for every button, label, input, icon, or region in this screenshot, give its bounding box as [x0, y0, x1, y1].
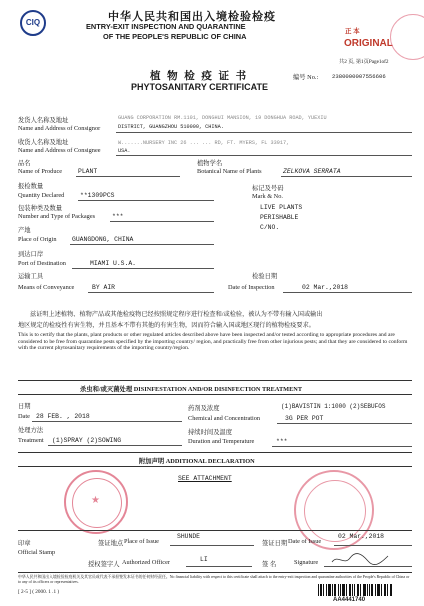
- marks-value-2: PERISHABLE: [260, 214, 299, 221]
- chemical-underline: [277, 423, 412, 424]
- signature-underline: [324, 566, 412, 567]
- quantity-underline: [78, 200, 214, 201]
- title-en-2: OF THE PEOPLE'S REPUBLIC OF CHINA: [103, 32, 247, 41]
- treatment-date-value: 28 FEB. , 2018: [36, 413, 90, 420]
- origin-label-cn: 产地: [18, 227, 31, 234]
- issue-date-label-en: Date of Issue: [288, 538, 322, 545]
- signature-scribble: [330, 552, 390, 566]
- marks-value-3: C/NO.: [260, 224, 280, 231]
- place-label-en: Place of Issue: [124, 538, 159, 545]
- packages-underline: [110, 221, 214, 222]
- consignor-value-2: DISTRICT, GUANGZHOU 510000, CHINA.: [118, 124, 224, 130]
- certification-cn-2: 地区规定的检疫性有害生物，并且基本不带有其他的有害生物，因而符合输入国或地区现行的植物检疫要求。: [18, 322, 315, 329]
- chemical-value-1: (1)BAVISTIN 1:1000 (2)SEBUFOS: [281, 403, 386, 410]
- packages-value: ***: [112, 213, 124, 220]
- issue-date-value: 02 Mar.,2018: [338, 533, 385, 540]
- red-seal-top: [390, 14, 424, 60]
- inspection-date-underline: [283, 292, 412, 293]
- footer-top-rule: [18, 530, 412, 531]
- consignee-label-en: Name and Address of Consignee: [18, 147, 101, 154]
- quantity-value: **1309PCS: [80, 192, 115, 199]
- inspection-date-label-cn: 检验日期: [252, 273, 278, 280]
- treatment-top-rule: [18, 380, 412, 381]
- duration-label-cn: 持续时间及温度: [188, 429, 233, 436]
- issue-date-label-cn: 签证日期: [262, 540, 288, 547]
- consignor-label-en: Name and Address of Consignor: [18, 125, 101, 132]
- destination-label-en: Port of Destination: [18, 260, 66, 267]
- place-label-cn: 签证地点: [98, 540, 124, 547]
- issue-date-underline: [334, 545, 412, 546]
- botanical-underline: [281, 176, 412, 177]
- quantity-label-cn: 报检数量: [18, 183, 44, 190]
- duration-underline: [272, 446, 412, 447]
- ciq-logo-text: CIQ: [25, 18, 41, 27]
- method-label-en: Treatment: [18, 437, 44, 444]
- marks-value-1: LIVE PLANTS: [260, 204, 303, 211]
- original-cn: 正 本: [345, 28, 360, 35]
- duration-label-en: Duration and Temperature: [188, 438, 255, 445]
- treatment-date-label-en: Date: [18, 413, 30, 420]
- officer-label-cn: 授权签字人: [88, 561, 120, 568]
- origin-underline: [70, 244, 214, 245]
- destination-underline: [72, 268, 214, 269]
- certification-en: This is to certify that the plants, plant products or other regulated articles described above have been inspected and/or tested according to appropriate procedures and are considered to be free from quarantine pests specified by the importing country/ region, and practically free from other injurious pests; and that they are considered to conform with the current phytosanitary requirements of the importing country/region.: [18, 332, 408, 352]
- packages-label-cn: 包装种类及数量: [18, 205, 63, 212]
- red-inspection-seal: ★: [64, 470, 128, 534]
- treatment-date-underline: [32, 421, 182, 422]
- consignor-value-1: GUANG CORPORATION RM.1101, DONGHUI MANSION, 19 DONGHUA ROAD, YUEXIU: [118, 115, 327, 121]
- disclaimer: 中华人民共和国出入境检验检疫机关及其官员或代表不承担签发本证书的任何财经责任。No financial liability with respect to this certificate shall attach to the entry-exit inspection and quarantine authorities of the People's Republic of China or to any of its officers or representatives.: [18, 575, 410, 584]
- chemical-label-cn: 药剂及浓度: [188, 405, 220, 412]
- inspection-date-value: 02 Mar.,2018: [302, 284, 349, 291]
- destination-label-cn: 到达口岸: [18, 251, 44, 258]
- conveyance-label-cn: 运输工具: [18, 273, 44, 280]
- page-info: 共2 页, 第1页Page1of2: [339, 59, 389, 65]
- original-en: ORIGINAL: [344, 38, 393, 49]
- origin-value: GUANGDONG, CHINA: [72, 236, 134, 243]
- footer-bottom-rule: [18, 572, 412, 573]
- method-value: (1)SPRAY (2)SOWING: [52, 437, 122, 444]
- botanical-value: ZELKOVA SERRATA: [283, 168, 341, 175]
- chemical-label-en: Chemical and Concentration: [188, 415, 261, 422]
- produce-underline: [76, 176, 180, 177]
- serial-number: AA4441740: [333, 597, 366, 603]
- place-underline: [170, 545, 254, 546]
- signature-label-en: Signature: [294, 559, 319, 566]
- officer-underline: [186, 566, 252, 567]
- consignee-label-cn: 收货人名称及地址: [18, 139, 69, 146]
- consignee-value-1: W.......NURSERY INC 26 ... ... RD, FT. MYERS, FL 33917,: [118, 140, 290, 146]
- inspection-date-label-en: Date of Inspection: [228, 284, 275, 291]
- treatment-date-label-cn: 日期: [18, 403, 31, 410]
- title-cn: 中华人民共和国出入境检验检疫: [108, 11, 276, 23]
- certification-cn-1: 兹证明上述植物、植物产品或其他检疫物已经按照规定程序进行检查和/或检验，被认为不带有输入国或输出: [30, 311, 323, 318]
- packages-label-en: Number and Type of Packages: [18, 213, 96, 220]
- conveyance-label-en: Means of Conveyance: [18, 284, 75, 291]
- officer-label-en: Authorized Officer: [122, 559, 170, 566]
- quantity-label-en: Quantity Declared: [18, 192, 65, 199]
- produce-label-en: Name of Produce: [18, 168, 63, 175]
- method-underline: [48, 445, 182, 446]
- conveyance-value: BY AIR: [92, 284, 116, 291]
- botanical-label-en: Botanical Name of Plants: [197, 168, 262, 175]
- duration-value: ***: [276, 438, 288, 445]
- declaration-mid-rule: [18, 466, 412, 467]
- place-value: SHUNDE: [177, 533, 201, 540]
- seal-label-en: Official Stamp: [18, 549, 56, 556]
- conveyance-underline: [88, 292, 214, 293]
- treatment-heading: 杀虫和/或灭菌处理 DISINFESTATION AND/OR DISINFECTION TREATMENT: [80, 386, 303, 393]
- marks-label-cn: 标记及号码: [252, 185, 284, 192]
- barcode: [318, 584, 392, 596]
- form-code: [ 2-5 ] ( 2000. 1 .1 ): [18, 589, 60, 595]
- produce-label-cn: 品名: [18, 160, 31, 167]
- declaration-value: SEE ATTACHMENT: [178, 475, 232, 482]
- doc-title-en: PHYTOSANITARY CERTIFICATE: [131, 82, 269, 92]
- method-label-cn: 处理方法: [18, 427, 44, 434]
- chemical-value-2: 3G PER POT: [285, 415, 324, 422]
- consignee-underline: [116, 155, 412, 156]
- declaration-heading: 附加声明 ADDITIONAL DECLARATION: [139, 458, 255, 465]
- consignor-label-cn: 发货人名称及地址: [18, 117, 69, 124]
- seal-label-cn: 印章: [18, 540, 31, 547]
- declaration-top-rule: [18, 452, 412, 453]
- consignee-value-2: USA.: [118, 148, 131, 154]
- marks-label-en: Mark & No.: [252, 193, 283, 200]
- number-value: 2380000007556606: [332, 73, 386, 80]
- title-en-1: ENTRY-EXIT INSPECTION AND QUARANTINE: [86, 22, 246, 31]
- produce-value: PLANT: [78, 168, 98, 175]
- origin-label-en: Place of Origin: [18, 236, 57, 243]
- ciq-logo: [20, 10, 46, 36]
- treatment-mid-rule: [18, 394, 412, 395]
- botanical-label-cn: 植物学名: [197, 160, 223, 167]
- consignor-underline: [116, 132, 412, 133]
- doc-title-cn: 植 物 检 疫 证 书: [150, 71, 249, 82]
- signature-label-cn: 签 名: [262, 561, 277, 568]
- officer-value: LI: [200, 556, 208, 563]
- destination-value: MIAMI U.S.A.: [90, 260, 137, 267]
- number-label: 编号 No.:: [293, 74, 319, 81]
